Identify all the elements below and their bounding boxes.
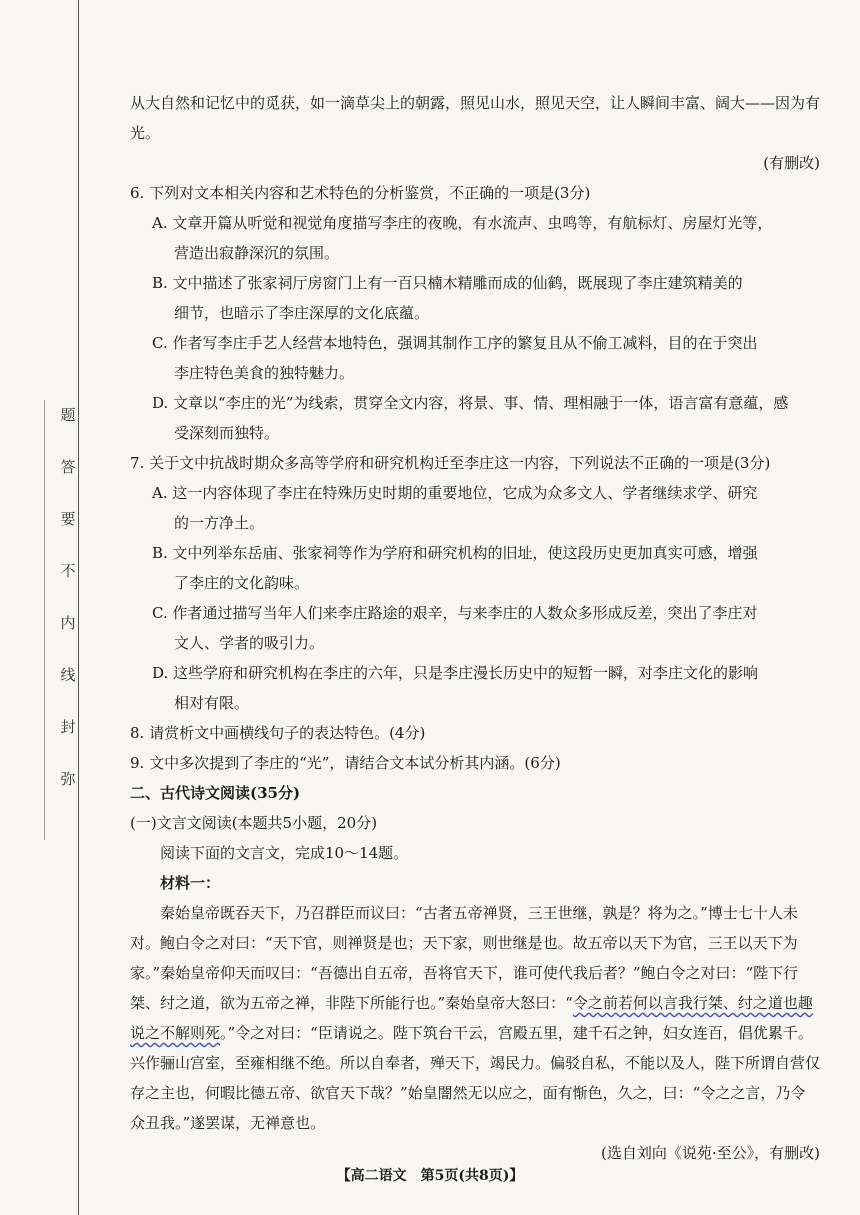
option-d: D. 文章以“李庄的光”为线索，贯穿全文内容，将景、事、情、理相融于一体，语言富有意蕴，感 受深刻而独特。 <box>152 394 789 442</box>
option-c: C. 作者写李庄手艺人经营本地特色，强调其制作工序的繁复且从不偷工减料，目的在于突出 李庄特色美食的独特魅力。 <box>152 334 758 382</box>
subsection-title: (一)文言文阅读(本题共5小题，20分) <box>130 814 378 832</box>
seal-char: 不 <box>60 562 76 580</box>
section-title: 二、古代诗文阅读(35分) <box>130 784 301 802</box>
seal-char: 内 <box>60 614 76 632</box>
option-c: C. 作者通过描写当年人们来李庄路途的艰辛，与来李庄的人数众多形成反差，突出了李庄对 文人、学者的吸引力。 <box>152 604 758 652</box>
exam-content <box>130 88 820 1168</box>
option-a: A. 文章开篇从听觉和视觉角度描写李庄的夜晚，有水流声、虫鸣等，有航标灯、房屋灯光等， 营造出寂静深沉的氛围。 <box>152 214 773 262</box>
wavy-underlined-sentence: 令之前若何以言我行桀、纣之道也趣说之不解则死 <box>130 994 813 1042</box>
passage-ending: 从大自然和记忆中的觅获，如一滴草尖上的朝露，照见山水，照见天空，让人瞬间丰富、阔大——因为有光。 <box>130 94 821 142</box>
seal-line-text <box>54 408 82 824</box>
seal-char: 封 <box>60 718 76 736</box>
page-footer: 【高二语文 第5页(共8页)】 <box>336 1168 524 1184</box>
question-stem: 7. 关于文中抗战时期众多高等学府和研究机构迁至李庄这一内容，下列说法不正确的一项是(3分) <box>130 454 771 472</box>
question-9: 9. 文中多次提到了李庄的“光”，请结合文本试分析其内涵。(6分) <box>130 754 561 772</box>
seal-char: 线 <box>60 666 76 684</box>
question-7 <box>130 448 820 718</box>
seal-char: 弥 <box>60 770 76 788</box>
material-label: 材料一： <box>160 874 221 892</box>
option-a: A. 这一内容体现了李庄在特殊历史时期的重要地位，它成为众多文人、学者继续求学、研究 的一方净土。 <box>152 484 758 532</box>
classical-passage: 秦始皇帝既吞天下，乃召群臣而议曰：“古者五帝禅贤，三王世继，孰是？将为之。”博士七十人未对。鲍白令之对曰：“天下官，则禅贤是也；天下家，则世继是也。故五帝以天下为官，三王以天下为家。”秦始皇帝仰天而叹曰：“吾德出自五帝，吾将官天下，谁可使代我后者？”鲍白令之对曰：“陛下行桀、纣之道，欲为五帝之禅，非陛下所能行也。”秦始皇帝大怒曰：“令之前若何以言我行桀、纣之道也趣说之不解则死。”令之对曰：“臣请说之。陛下筑台干云，宫殿五里，建千石之钟，妇女连百，倡优累千。兴作骊山宫室，至雍相继不绝。所以自奉者，殚天下，竭民力。偏驳自私，不能以及人，陛下所谓自营仅存之主也，何暇比德五帝、欲官天下哉？”始皇闇然无以应之，面有惭色，久之，曰：“令之之言，乃令众丑我。”遂罢谋，无禅意也。 <box>130 904 821 1132</box>
option-b: B. 文中列举东岳庙、张家祠等作为学府和研究机构的旧址，使这段历史更加真实可感，增强 了李庄的文化韵味。 <box>152 544 758 592</box>
option-b: B. 文中描述了张家祠厅房窗门上有一百只楠木精雕而成的仙鹤，既展现了李庄建筑精美的 细节，也暗示了李庄深厚的文化底蕴。 <box>152 274 743 322</box>
question-8: 8. 请赏析文中画横线句子的表达特色。(4分) <box>130 724 426 742</box>
seal-char: 答 <box>60 458 76 476</box>
seal-line <box>44 400 45 840</box>
instruction: 阅读下面的文言文，完成10～14题。 <box>160 844 409 862</box>
material-source: (选自刘向《说苑·至公》，有删改) <box>601 1144 820 1162</box>
question-6 <box>130 178 820 448</box>
passage-source-note: (有删改) <box>763 154 820 172</box>
seal-char: 要 <box>60 510 76 528</box>
option-d: D. 这些学府和研究机构在李庄的六年，只是李庄漫长历史中的短暂一瞬，对李庄文化的影响 相对有限。 <box>152 664 759 712</box>
question-stem: 6. 下列对文本相关内容和艺术特色的分析鉴赏，不正确的一项是(3分) <box>130 184 591 202</box>
seal-char: 题 <box>60 406 76 424</box>
